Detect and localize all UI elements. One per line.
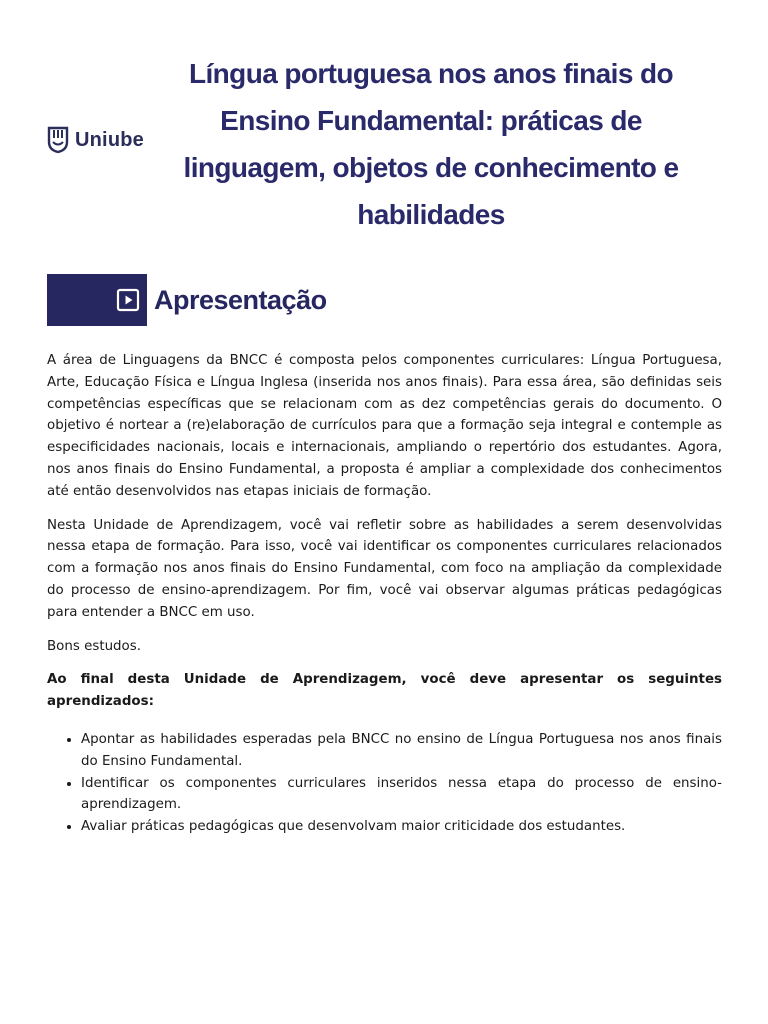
uniube-logo	[47, 126, 144, 154]
section-header	[47, 274, 327, 326]
logo-text: Uniube	[75, 128, 144, 151]
document-title: Língua portuguesa nos anos finais do Ensino Fundamental: práticas de linguagem, objetos de conhecimento e habilidades	[183, 58, 679, 230]
unit-paragraph: Nesta Unidade de Aprendizagem, você vai refletir sobre as habilidades a serem desenvolvidas nessa etapa de formação. Para isso, você vai identificar os componentes curriculares relacionados com a formação nos anos finais do Ensino Fundamental, com foco na ampliação da complexidade do processo de ensino-aprendizagem. Por fim, você vai observar algumas práticas pedagógicas para entender a BNCC em uso.	[47, 517, 722, 620]
uniube-logo-icon	[47, 126, 69, 154]
document-header	[0, 0, 768, 250]
list-item: • Identificar os componentes curriculares inseridos nessa etapa do processo de ensino-aprendizagem.	[81, 773, 722, 817]
section-content	[47, 350, 722, 838]
objectives-heading: Ao final desta Unidade de Aprendizagem, você deve apresentar os seguintes aprendizados:	[47, 672, 722, 710]
list-item: • Apontar as habilidades esperadas pela BNCC no ensino de Língua Portuguesa nos anos finais do Ensino Fundamental.	[81, 729, 722, 773]
play-icon	[116, 288, 140, 312]
section-bar	[47, 274, 147, 326]
section-title: Apresentação	[154, 284, 327, 315]
intro-paragraph: A área de Linguagens da BNCC é composta pelos componentes curriculares: Língua Portuguesa, Arte, Educação Física e Língua Inglesa (inserida nos anos finais). Para essa área, são definidas seis competências específicas que se relacionam com as dez competências gerais do documento. O objetivo é nortear a (re)elaboração de currículos para que a formação seja integral e contemple as especificidades nacionais, locais e internacionais, ampliando o repertório dos estudantes. Agora, nos anos finais do Ensino Fundamental, a proposta é ampliar a complexidade dos conhecimentos até então desenvolvidos nas etapas iniciais de formação.	[47, 353, 722, 499]
closing-paragraph: Bons estudos.	[47, 638, 141, 654]
objectives-list	[47, 729, 722, 838]
list-item: • Avaliar práticas pedagógicas que desenvolvam maior criticidade dos estudantes.	[81, 816, 722, 838]
